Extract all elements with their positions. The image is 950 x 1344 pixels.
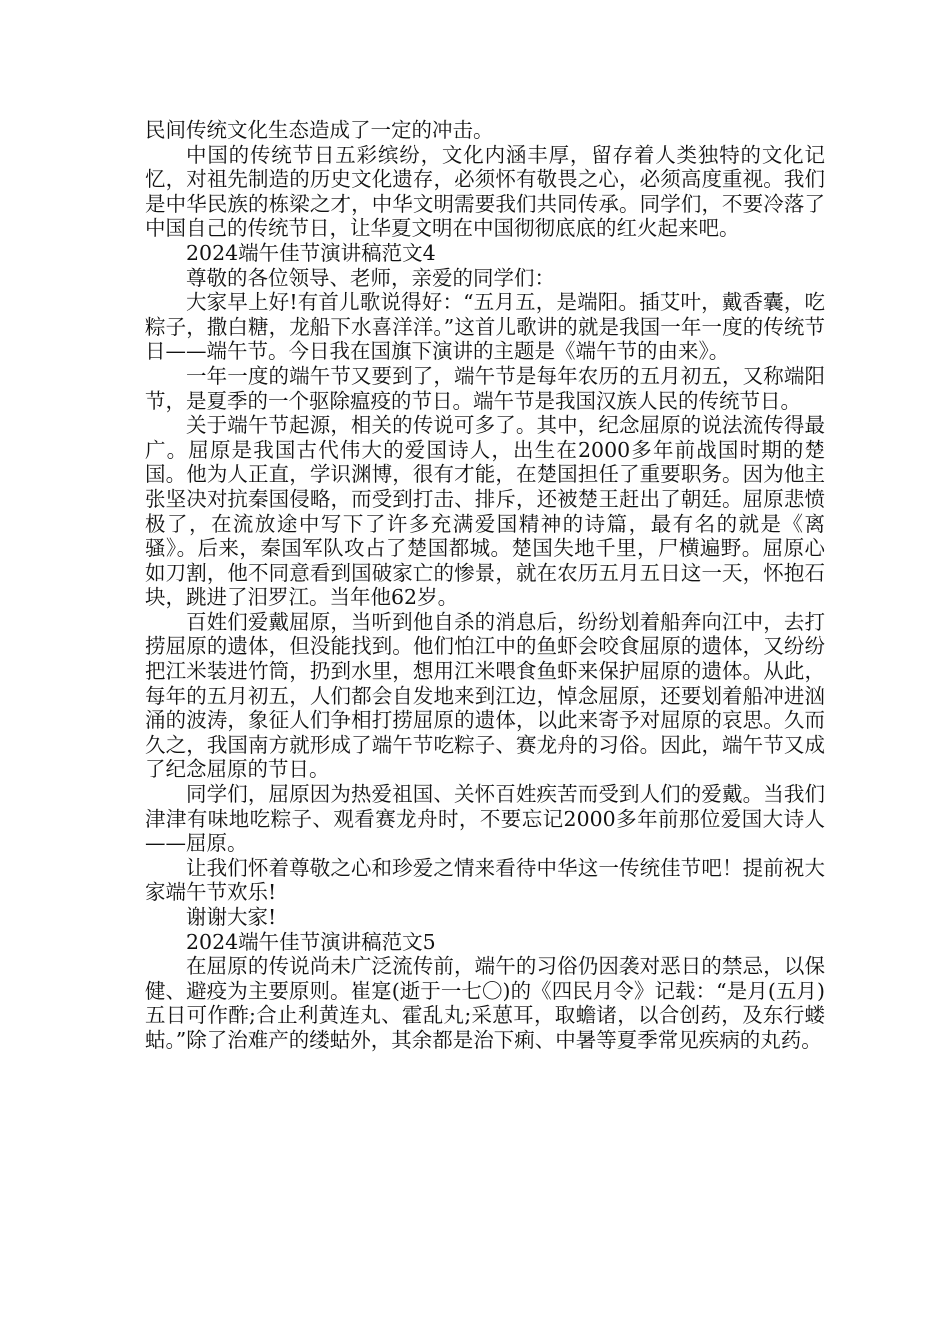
salutation: 尊敬的各位领导、老师，亲爱的同学们： <box>186 265 555 290</box>
section-heading-4: 2024端午佳节演讲稿范文4 <box>186 240 436 265</box>
paragraph-2: 中国的传统节日五彩缤纷，文化内涵丰厚，留存着人类独特的文化记忆，对祖先制造的历史文化遗存，必须怀有敬畏之心，必须高度重视。我们是中华民族的栋梁之才，中华文明需要我们共同传承。同学们，不要冷落了中国自己的传统节日，让华夏文明在中国彻彻底底的红火起来吧。 <box>145 142 825 241</box>
section-heading-5: 2024端午佳节演讲稿范文5 <box>186 929 436 954</box>
paragraph-8: 百姓们爱戴屈原，当听到他自杀的消息后，纷纷划着船奔向江中，去打捞屈原的遗体，但没能找到。他们怕江中的鱼虾会咬食屈原的遗体，又纷纷把江米装进竹筒，扔到水里，想用江米喂食鱼虾来保护屈原的遗体。从此，每年的五月初五，人们都会自发地来到江边，悼念屈原，还要划着船冲进汹涌的波涛，象征人们争相打捞屈原的遗体，以此来寄予对屈原的哀思。久而久之，我国南方就形成了端午节吃粽子、赛龙舟的习俗。因此，端午节又成了纪念屈原的节日。 <box>145 609 825 782</box>
paragraph-13: 在屈原的传说尚未广泛流传前，端午的习俗仍因袭对恶日的禁忌，以保健、避疫为主要原则。崔寔(逝于一七〇)的《四民月令》记载：“是月(五月)五日可作酢;合止利黄连丸、霍乱丸;采葸耳，取蟾诸，以合创药，及东行蝼蛄。”除了治难产的缕蛄外，其余都是治下痢、中暑等夏季常见疾病的丸药。 <box>145 954 825 1052</box>
paragraph-1: 民间传统文化生态造成了一定的冲击。 <box>145 118 494 142</box>
paragraph-9: 同学们，屈原因为热爱祖国、关怀百姓疾苦而受到人们的爱戴。当我们津津有味地吃粽子、观看赛龙舟时，不要忘记2000多年前那位爱国大诗人——屈原。 <box>145 782 825 856</box>
closing-thanks: 谢谢大家! <box>186 905 277 929</box>
paragraph-5: 大家早上好!有首儿歌说得好：“五月五，是端阳。插艾叶，戴香囊，吃粽子，撒白糖，龙船下水喜洋洋。”这首儿歌讲的就是我国一年一度的传统节日——端午节。今日我在国旗下演讲的主题是《端午节的由来》。 <box>145 290 825 364</box>
paragraph-6: 一年一度的端午节又要到了，端午节是每年农历的五月初五，又称端阳节，是夏季的一个驱除瘟疫的节日。端午节是我国汉族人民的传统节日。 <box>145 363 825 413</box>
body-text <box>145 118 825 1053</box>
paragraph-10: 让我们怀着尊敬之心和珍爱之情来看待中华这一传统佳节吧！提前祝大家端午节欢乐! <box>145 855 825 905</box>
paragraph-7: 关于端午节起源，相关的传说可多了。其中，纪念屈原的说法流传得最广。屈原是我国古代伟大的爱国诗人，出生在2000多年前战国时期的楚国。他为人正直，学识渊博，很有才能，在楚国担任了重要职务。因为他主张坚决对抗秦国侵略，而受到打击、排斥，还被楚王赶出了朝廷。屈原悲愤极了，在流放途中写下了许多充满爱国精神的诗篇，最有名的就是《离骚》。后来，秦国军队攻占了楚国都城。楚国失地千里，尸横遍野。屈原心如刀割，他不同意看到国破家亡的惨景，就在农历五月五日这一天，怀抱石块，跳进了汨罗江。当年他62岁。 <box>145 413 825 610</box>
